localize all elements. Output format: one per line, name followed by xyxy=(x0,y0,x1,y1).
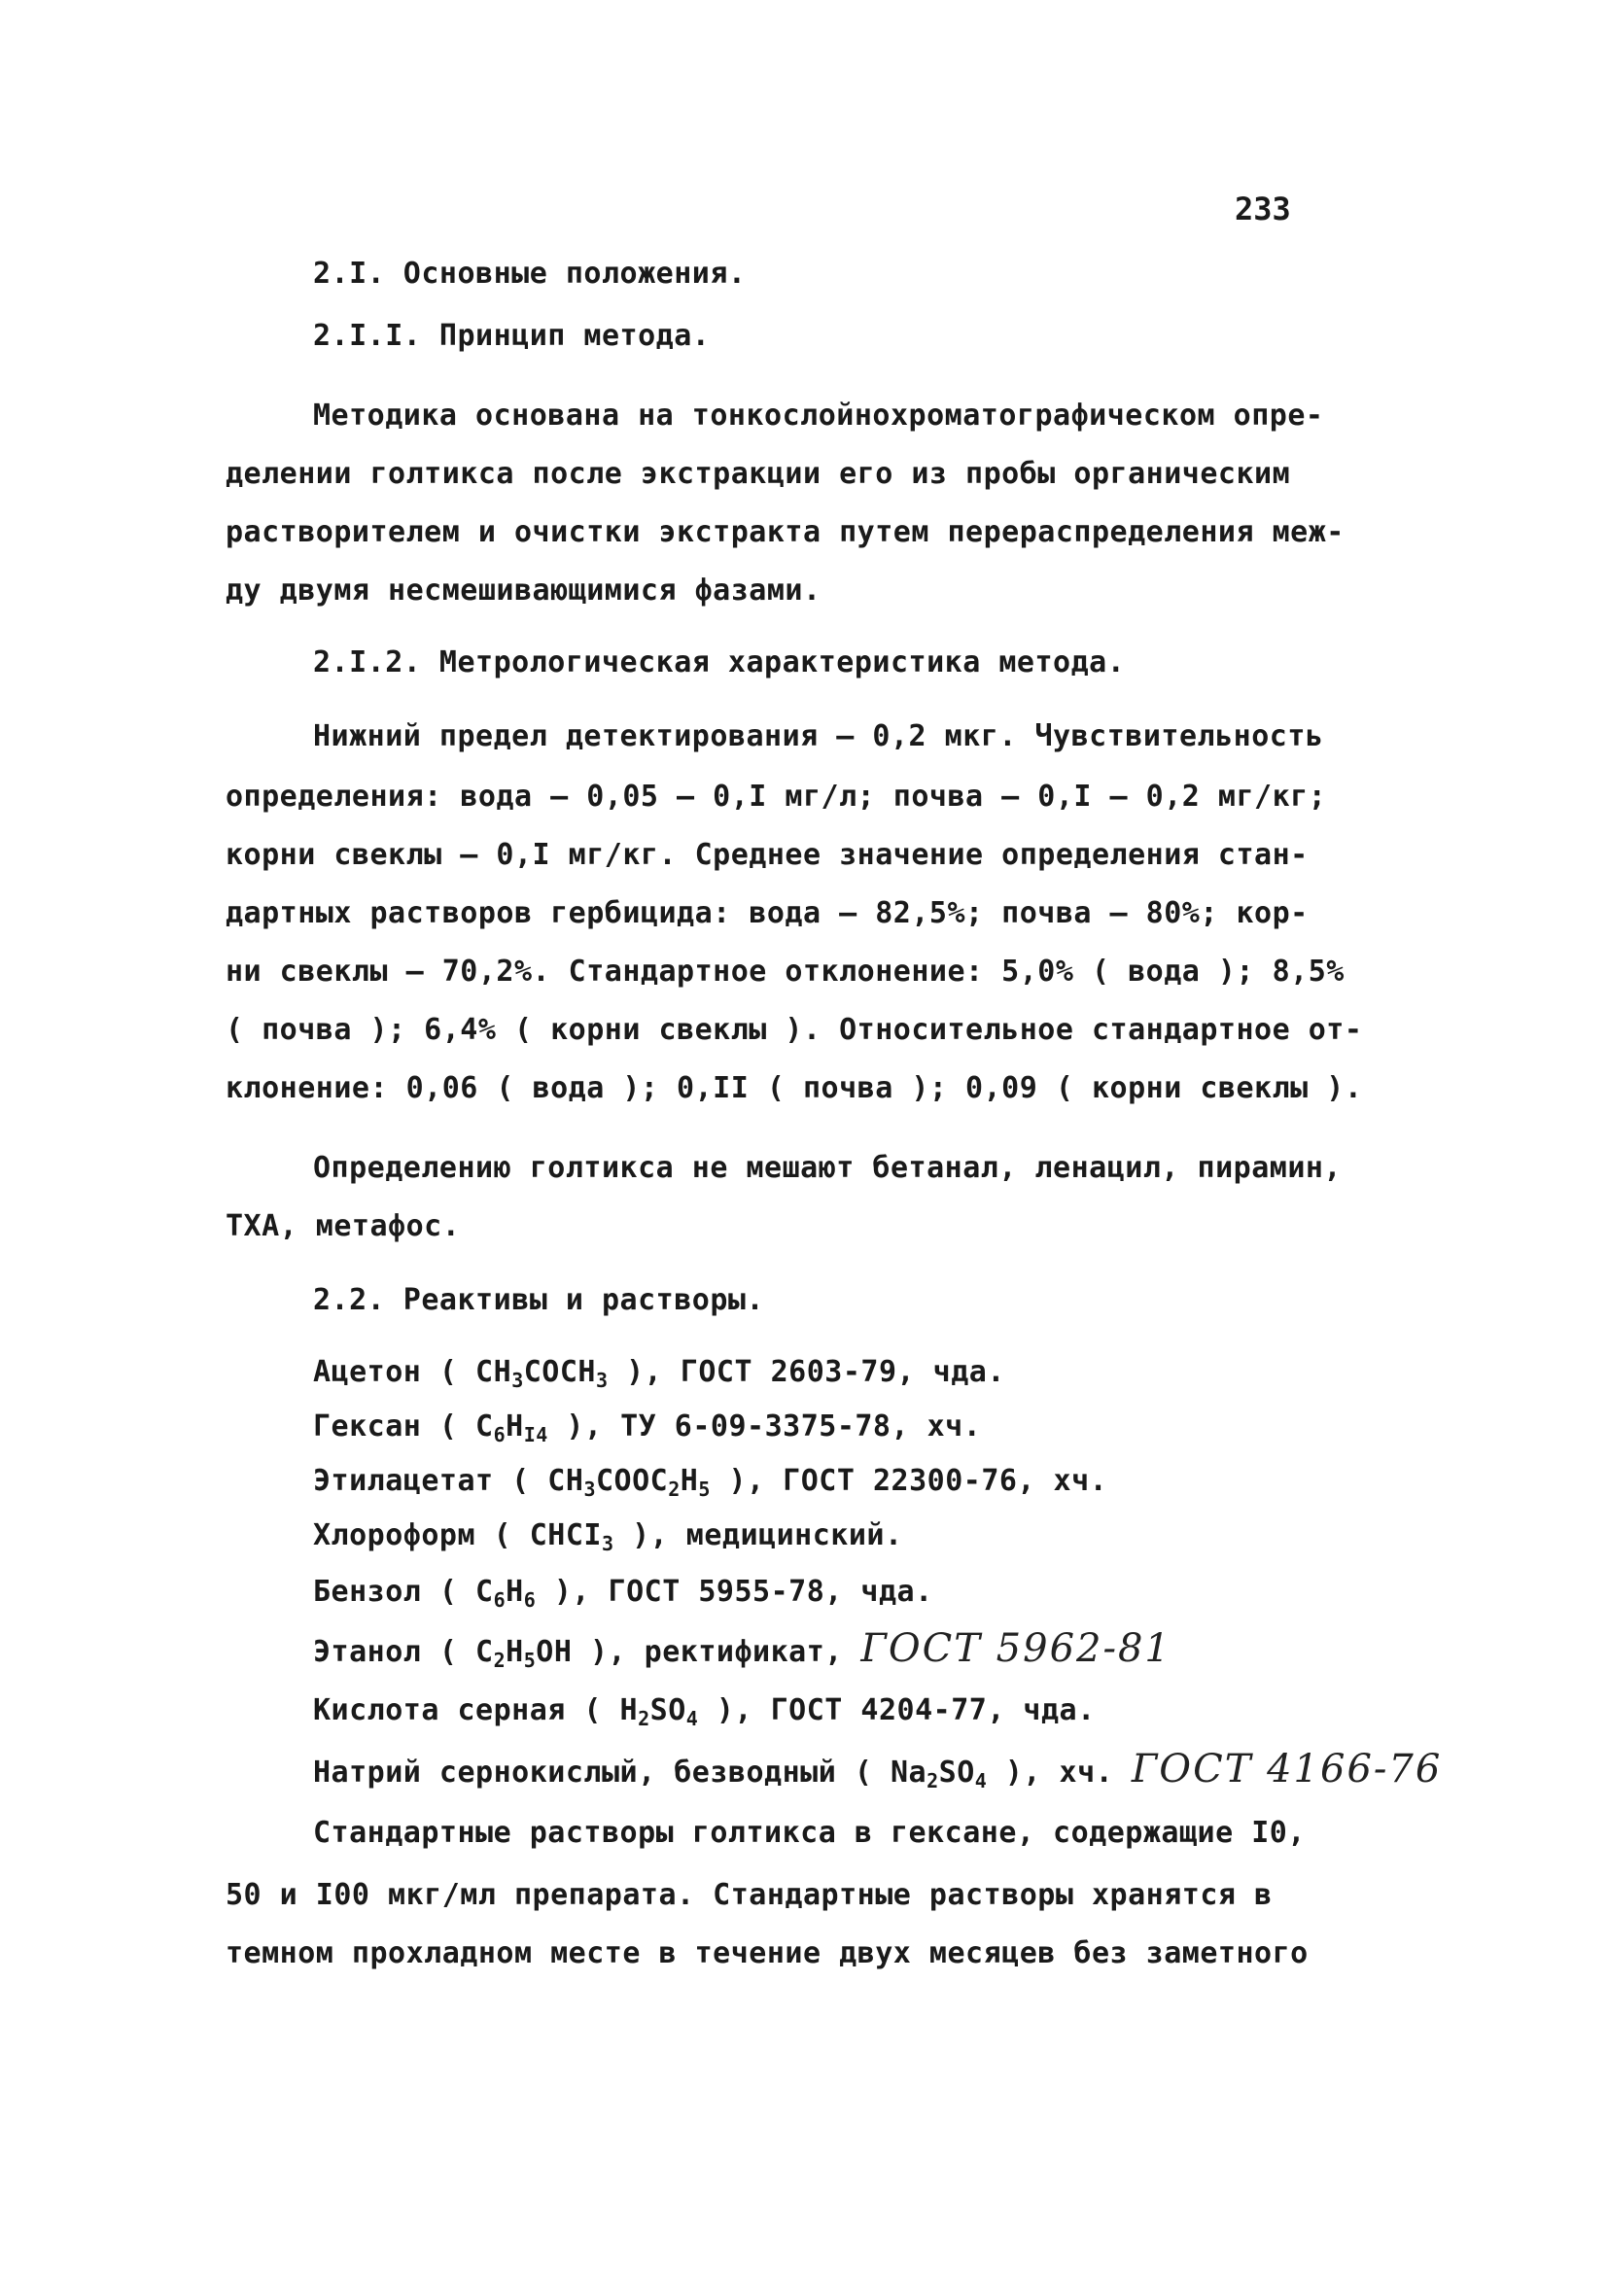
reagent-text: ), ТУ 6-09-3375-78, хч. xyxy=(547,1409,982,1444)
metrology-line: корни свеклы – 0,I мг/кг. Среднее значение определения стан- xyxy=(226,838,1309,872)
section-heading-2-2: 2.2. Реактивы и растворы. xyxy=(313,1283,765,1317)
page-number: 233 xyxy=(1235,191,1291,227)
reagent-ethylacetate xyxy=(313,1462,1107,1501)
reagent-ethanol xyxy=(313,1626,1171,1672)
reagent-text: Кислота серная ( H xyxy=(313,1693,639,1727)
reagent-text: H xyxy=(506,1635,524,1669)
reagent-text: ), хч. xyxy=(987,1756,1114,1790)
principle-line: Методика основана на тонкослойнохроматографическом опре- xyxy=(313,399,1324,433)
reagent-text: ), ГОСТ 5955-78, чда. xyxy=(536,1575,933,1609)
reagent-text: OH ), ректификат, xyxy=(536,1635,843,1669)
formula-subscript: 2 xyxy=(493,1649,507,1672)
interference-line: Определению голтикса не мешают бетанал, ленацил, пирамин, xyxy=(313,1151,1343,1185)
formula-subscript: 6 xyxy=(523,1588,537,1612)
reagent-benzene xyxy=(313,1573,933,1612)
reagent-sodium-sulfate xyxy=(313,1747,1443,1792)
formula-subscript: 5 xyxy=(698,1478,711,1501)
reagent-text: H xyxy=(506,1409,524,1444)
formula-subscript: 6 xyxy=(493,1423,507,1446)
reagent-text: H xyxy=(680,1464,699,1498)
metrology-line: клонение: 0,06 ( вода ); 0,II ( почва ); 0,09 ( корни свеклы ). xyxy=(226,1071,1363,1105)
interference-line: ТХА, метафос. xyxy=(226,1209,461,1243)
reagent-text: ), ГОСТ 22300-76, хч. xyxy=(710,1464,1108,1498)
formula-subscript: 3 xyxy=(511,1369,524,1392)
reagent-text: COOC xyxy=(595,1464,669,1498)
standards-line: темном прохладном месте в течение двух месяцев без заметного xyxy=(226,1936,1309,1970)
formula-subscript: 4 xyxy=(685,1707,699,1730)
metrology-line: определения: вода – 0,05 – 0,I мг/л; почва – 0,I – 0,2 мг/кг; xyxy=(226,780,1327,814)
reagent-text: Этанол ( C xyxy=(313,1635,494,1669)
section-heading-2-1-1: 2.I.I. Принцип метода. xyxy=(313,319,711,353)
principle-line: растворителем и очистки экстракта путем перераспределения меж- xyxy=(226,515,1345,549)
reagent-chloroform xyxy=(313,1516,903,1555)
metrology-line: ни свеклы – 70,2%. Стандартное отклонение: 5,0% ( вода ); 8,5% xyxy=(226,955,1345,989)
reagent-text: Ацетон ( CH xyxy=(313,1355,512,1389)
reagent-text: Натрий сернокислый, безводный ( Na xyxy=(313,1756,927,1790)
formula-subscript: 3 xyxy=(601,1532,614,1555)
formula-subscript: 5 xyxy=(523,1649,537,1672)
reagent-text: H xyxy=(506,1575,524,1609)
reagent-text: SO xyxy=(649,1693,686,1727)
reagent-acetone xyxy=(313,1353,1005,1392)
reagent-text: ), медицинский. xyxy=(613,1518,903,1552)
formula-subscript: 3 xyxy=(595,1369,609,1392)
reagent-text: Гексан ( C xyxy=(313,1409,494,1444)
formula-subscript: 3 xyxy=(583,1478,596,1501)
reagent-text: Хлороформ ( CHCI xyxy=(313,1518,602,1552)
section-heading-2-1: 2.I. Основные положения. xyxy=(313,257,747,291)
standards-line: Стандартные растворы голтикса в гексане, содержащие I0, xyxy=(313,1816,1306,1850)
formula-subscript: 2 xyxy=(668,1478,681,1501)
reagent-sulfuric-acid xyxy=(313,1691,1096,1730)
principle-line: ду двумя несмешивающимися фазами. xyxy=(226,574,821,608)
reagent-text: Этилацетат ( CH xyxy=(313,1464,584,1498)
metrology-line: Нижний предел детектирования – 0,2 мкг. Чувствительность xyxy=(313,719,1324,753)
formula-subscript: 2 xyxy=(926,1769,939,1792)
reagent-text: Бензол ( C xyxy=(313,1575,494,1609)
reagent-hexane xyxy=(313,1408,981,1446)
handwritten-gost-annotation: ГОСТ 5962-81 xyxy=(860,1626,1171,1671)
handwritten-gost-annotation: ГОСТ 4166-76 xyxy=(1131,1747,1443,1792)
metrology-line: дартных растворов гербицида: вода – 82,5%; почва – 80%; кор- xyxy=(226,896,1309,930)
reagent-text: SO xyxy=(938,1756,975,1790)
section-heading-2-1-2: 2.I.2. Метрологическая характеристика метода. xyxy=(313,645,1126,679)
standards-line: 50 и I00 мкг/мл препарата. Стандартные растворы хранятся в xyxy=(226,1878,1273,1912)
metrology-line: ( почва ); 6,4% ( корни свеклы ). Относительное стандартное от- xyxy=(226,1013,1363,1047)
formula-subscript: 2 xyxy=(638,1707,650,1730)
formula-subscript: I4 xyxy=(523,1423,548,1446)
principle-line: делении голтикса после экстракции его из пробы органическим xyxy=(226,457,1291,491)
reagent-text: ), ГОСТ 2603-79, чда. xyxy=(608,1355,1005,1389)
reagent-text: ), ГОСТ 4204-77, чда. xyxy=(698,1693,1096,1727)
reagent-text: COCH xyxy=(523,1355,596,1389)
formula-subscript: 6 xyxy=(493,1588,507,1612)
formula-subscript: 4 xyxy=(974,1769,988,1792)
